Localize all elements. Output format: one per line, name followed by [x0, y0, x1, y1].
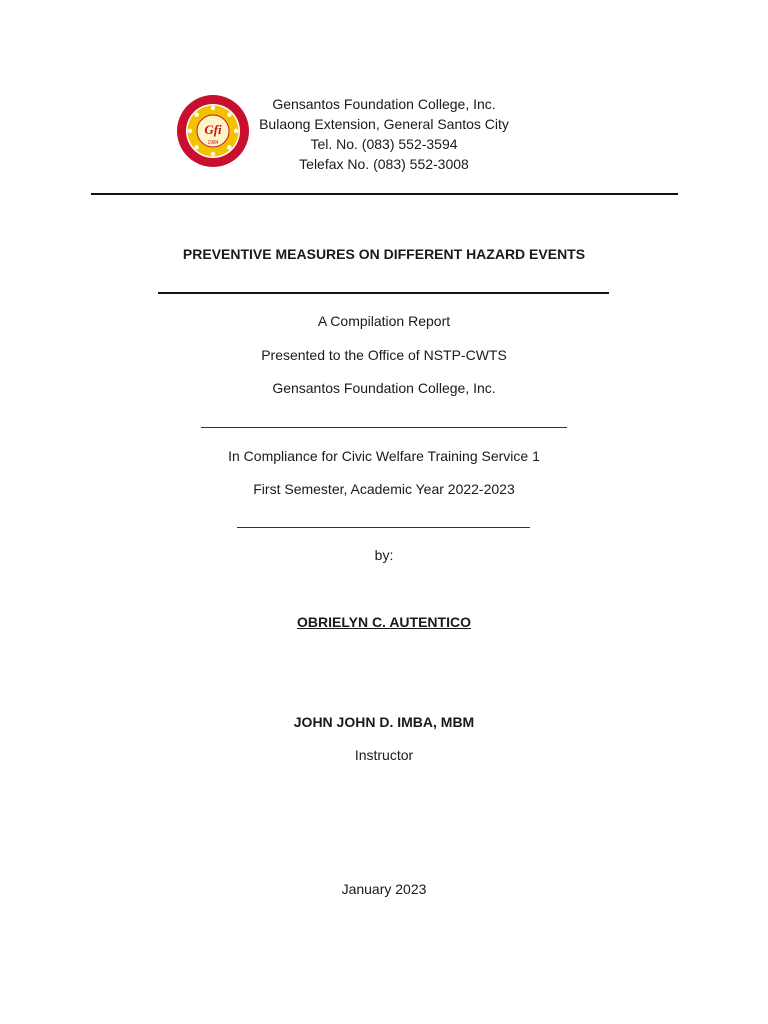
seal-year: 1984 [207, 140, 219, 146]
institution-name: Gensantos Foundation College, Inc. [272, 96, 496, 112]
separator-line-1 [201, 427, 567, 428]
instructor-role: Instructor [354, 747, 414, 763]
presented-to: Presented to the Office of NSTP-CWTS [261, 347, 507, 363]
document-title: PREVENTIVE MEASURES ON DIFFERENT HAZARD EVENTS [182, 246, 586, 262]
institution-address: Bulaong Extension, General Santos City [259, 116, 509, 132]
title-underline [158, 292, 609, 294]
compliance-text: In Compliance for Civic Welfare Training Service 1 [228, 448, 540, 464]
institution-tel: Tel. No. (083) 552-3594 [310, 136, 458, 152]
by-label: by: [374, 547, 394, 563]
presented-org: Gensantos Foundation College, Inc. [272, 380, 496, 396]
author-name: OBRIELYN C. AUTENTICO [297, 614, 471, 630]
separator-line-2 [237, 527, 530, 528]
seal-monogram: Gfi [204, 122, 222, 137]
instructor-name: JOHN JOHN D. IMBA, MBM [293, 714, 475, 730]
report-type: A Compilation Report [317, 313, 451, 329]
institution-telefax: Telefax No. (083) 552-3008 [299, 156, 469, 172]
semester-text: First Semester, Academic Year 2022-2023 [253, 481, 515, 497]
document-date: January 2023 [341, 881, 427, 897]
header-divider [91, 193, 678, 195]
letterhead [234, 94, 534, 174]
